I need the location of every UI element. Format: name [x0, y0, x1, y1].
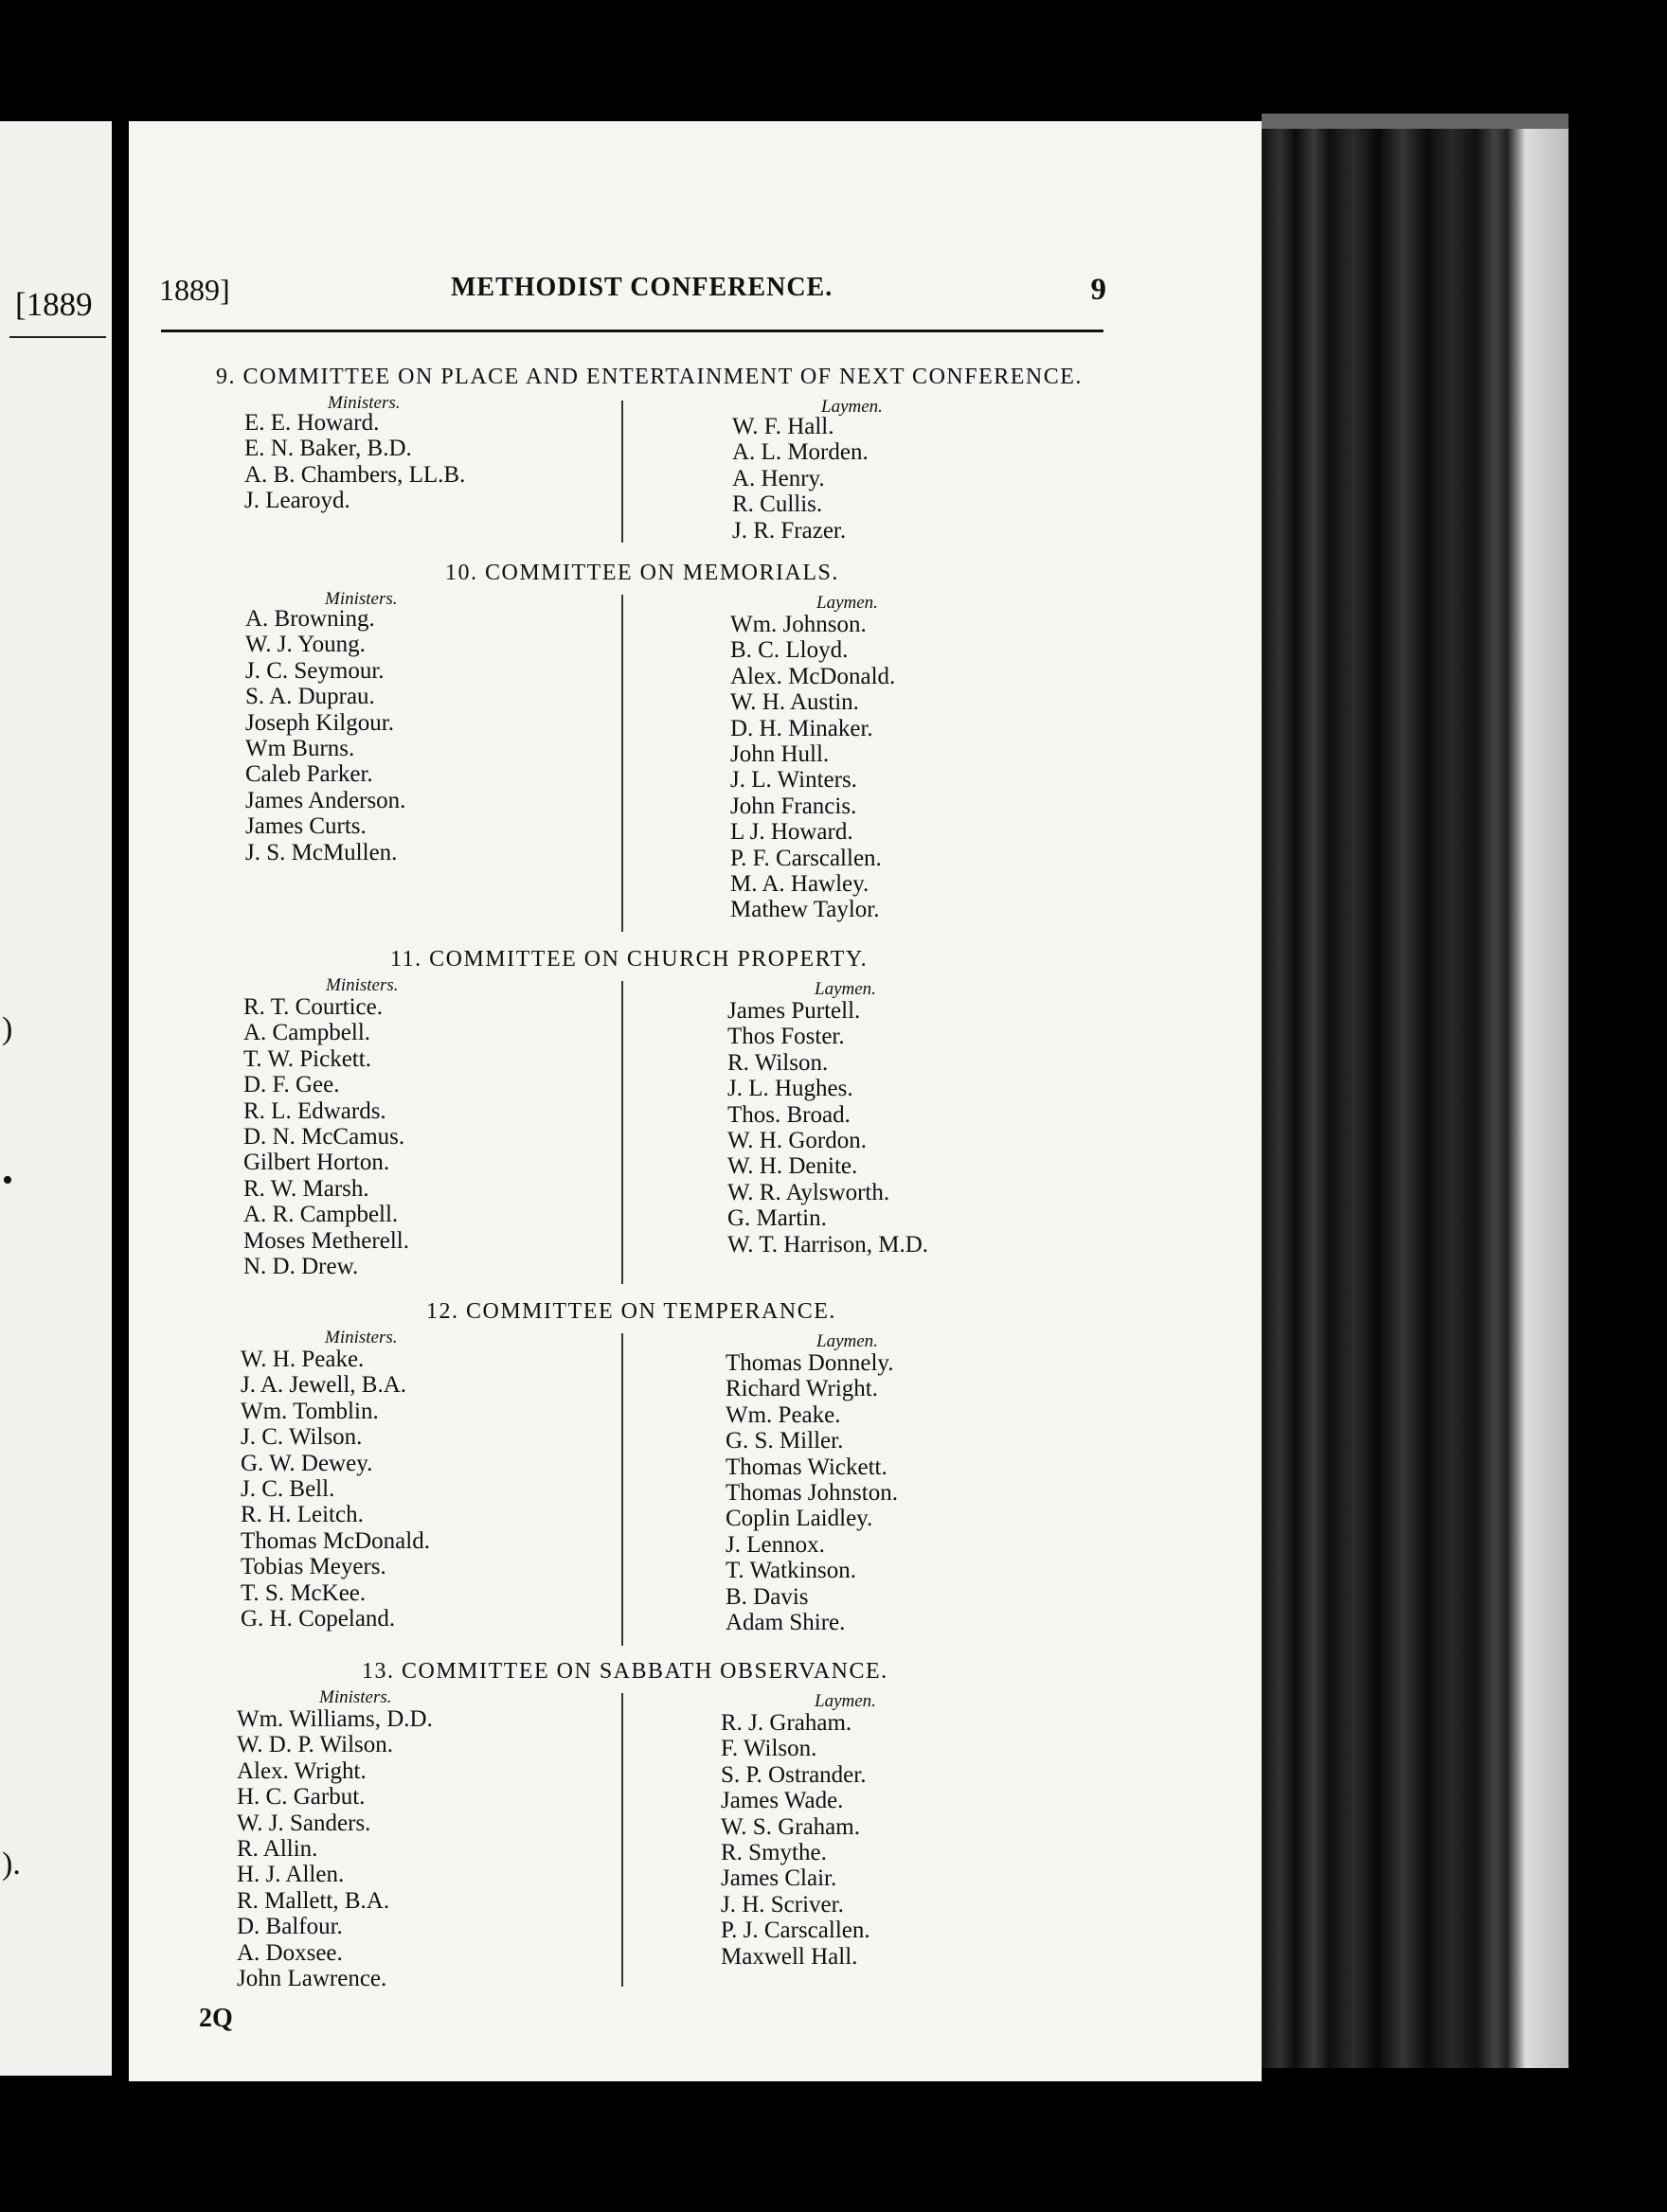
ministers-list	[244, 410, 465, 514]
minister-name: Tobias Meyers.	[241, 1554, 386, 1580]
laymen-heading: Laymen.	[821, 397, 883, 417]
running-head-title: METHODIST CONFERENCE.	[451, 273, 834, 302]
ministers-heading: Ministers.	[325, 1328, 398, 1347]
column-divider	[621, 1693, 623, 1987]
minister-name: Gilbert Horton.	[243, 1150, 390, 1176]
layman-name: W. H. Austin.	[730, 689, 859, 716]
signature-mark: 2Q	[199, 2004, 233, 2033]
ministers-list	[237, 1706, 433, 1991]
minister-name: James Anderson.	[245, 787, 406, 813]
minister-name: J. A. Jewell, B.A.	[241, 1372, 406, 1399]
layman-name: Maxwell Hall.	[721, 1943, 858, 1970]
book-page-edges	[1262, 114, 1568, 2068]
layman-name: Wm. Johnson.	[730, 612, 867, 637]
running-head-rule	[161, 330, 1103, 332]
layman-name: J. R. Frazer.	[732, 517, 847, 544]
minister-name: Moses Metherell.	[243, 1227, 409, 1254]
layman-name: J. L. Winters.	[730, 767, 857, 794]
layman-name: John Francis.	[730, 793, 857, 819]
layman-name: P. F. Carscallen.	[730, 845, 882, 871]
minister-name: E. N. Baker, B.D.	[244, 436, 412, 462]
layman-name: James Wade.	[721, 1788, 844, 1814]
layman-name: F. Wilson.	[721, 1736, 817, 1762]
layman-name: Thos. Broad.	[727, 1101, 851, 1128]
minister-name: R. H. Leitch.	[241, 1502, 364, 1528]
layman-name: Adam Shire.	[726, 1610, 846, 1636]
committee-title: 10. COMMITTEE ON MEMORIALS.	[445, 561, 839, 585]
committee-title: 13. COMMITTEE ON SABBATH OBSERVANCE.	[362, 1659, 888, 1684]
laymen-list	[732, 414, 869, 544]
ministers-heading: Ministers.	[326, 975, 399, 995]
layman-name: A. Henry.	[732, 465, 825, 491]
layman-name: W. T. Harrison, M.D.	[727, 1231, 929, 1258]
minister-name: W. D. P. Wilson.	[237, 1732, 394, 1758]
layman-name: J. Lennox.	[726, 1531, 825, 1558]
layman-name: R. Wilson.	[727, 1049, 829, 1076]
layman-name: Wm. Peake.	[726, 1401, 841, 1428]
minister-name: Caleb Parker.	[245, 761, 373, 788]
layman-name: W. H. Denite.	[727, 1153, 858, 1180]
layman-name: J. L. Hughes.	[727, 1076, 853, 1102]
minister-name: J. C. Wilson.	[241, 1424, 363, 1451]
layman-name: R. Cullis.	[732, 491, 823, 518]
layman-name: W. F. Hall.	[732, 414, 834, 439]
minister-name: A. R. Campbell.	[243, 1202, 399, 1228]
running-head-year: 1889]	[159, 273, 230, 307]
layman-name: Richard Wright.	[726, 1376, 878, 1402]
book-edge-top	[1262, 114, 1568, 129]
layman-name: Thomas Wickett.	[726, 1454, 887, 1480]
running-head	[159, 273, 1106, 322]
minister-name: J. S. McMullen.	[245, 839, 398, 865]
laymen-heading: Laymen.	[815, 979, 876, 999]
laymen-heading: Laymen.	[816, 593, 878, 613]
minister-name: Wm. Tomblin.	[241, 1398, 379, 1424]
column-divider	[621, 1333, 623, 1646]
laymen-list	[726, 1350, 898, 1635]
minister-name: W. J. Young.	[245, 632, 366, 658]
previous-page-mark: )	[2, 1011, 13, 1046]
minister-name: W. J. Sanders.	[237, 1810, 371, 1836]
layman-name: T. Watkinson.	[726, 1558, 857, 1584]
column-divider	[621, 401, 623, 543]
layman-name: R. J. Graham.	[721, 1710, 852, 1736]
layman-name: G. S. Miller.	[726, 1428, 844, 1454]
column-divider	[621, 595, 623, 932]
minister-name: A. Browning.	[245, 606, 375, 632]
minister-name: J. C. Seymour.	[245, 657, 385, 684]
ministers-list	[241, 1347, 430, 1632]
layman-name: Mathew Taylor.	[730, 897, 880, 923]
layman-name: G. Martin.	[727, 1205, 827, 1232]
minister-name: J. C. Bell.	[241, 1476, 335, 1503]
laymen-list	[727, 998, 928, 1258]
minister-name: H. C. Garbut.	[237, 1784, 366, 1811]
minister-name: R. Allin.	[237, 1836, 318, 1863]
layman-name: B. Davis	[726, 1583, 809, 1610]
committee-title: 12. COMMITTEE ON TEMPERANCE.	[426, 1299, 836, 1324]
minister-name: G. H. Copeland.	[241, 1606, 396, 1632]
laymen-list	[730, 612, 895, 923]
minister-name: W. H. Peake.	[241, 1347, 365, 1372]
laymen-heading: Laymen.	[816, 1331, 878, 1351]
layman-name: M. A. Hawley.	[730, 871, 869, 898]
minister-name: N. D. Drew.	[243, 1254, 359, 1280]
layman-name: S. P. Ostrander.	[721, 1761, 867, 1788]
minister-name: G. W. Dewey.	[241, 1450, 373, 1476]
minister-name: J. Learoyd.	[244, 488, 350, 514]
previous-page-mark: ).	[2, 1846, 21, 1882]
minister-name: Alex. Wright.	[237, 1757, 367, 1784]
layman-name: P. J. Carscallen.	[721, 1918, 870, 1944]
ministers-list	[243, 994, 409, 1279]
minister-name: E. E. Howard.	[244, 410, 380, 436]
minister-name: D. Balfour.	[237, 1914, 343, 1940]
layman-name: W. H. Gordon.	[727, 1128, 867, 1154]
layman-name: Thos Foster.	[727, 1024, 845, 1050]
layman-name: W. R. Aylsworth.	[727, 1179, 890, 1205]
laymen-list	[721, 1710, 870, 1970]
layman-name: Thomas Johnston.	[726, 1480, 898, 1507]
minister-name: R. L. Edwards.	[243, 1097, 386, 1124]
layman-name: D. H. Minaker.	[730, 715, 873, 741]
minister-name: Joseph Kilgour.	[245, 709, 394, 736]
minister-name: R. Mallett, B.A.	[237, 1887, 390, 1914]
minister-name: D. F. Gee.	[243, 1072, 340, 1098]
committee-title: 11. COMMITTEE ON CHURCH PROPERTY.	[390, 947, 869, 972]
layman-name: W. S. Graham.	[721, 1813, 860, 1840]
layman-name: James Clair.	[721, 1865, 837, 1892]
minister-name: A. Campbell.	[243, 1020, 371, 1046]
minister-name: R. W. Marsh.	[243, 1175, 369, 1202]
layman-name: R. Smythe.	[721, 1840, 827, 1866]
layman-name: J. H. Scriver.	[721, 1891, 844, 1918]
minister-name: A. Doxsee.	[237, 1939, 343, 1966]
ministers-heading: Ministers.	[325, 589, 398, 609]
minister-name: James Curts.	[245, 813, 367, 840]
minister-name: Thomas McDonald.	[241, 1527, 430, 1554]
layman-name: L J. Howard.	[730, 819, 853, 846]
previous-page-rule	[9, 336, 106, 338]
ministers-heading: Ministers.	[319, 1687, 392, 1707]
minister-name: D. N. McCamus.	[243, 1124, 405, 1151]
previous-page-edge	[0, 121, 112, 2076]
layman-name: Coplin Laidley.	[726, 1506, 873, 1532]
minister-name: Wm Burns.	[245, 736, 355, 762]
minister-name: S. A. Duprau.	[245, 684, 375, 710]
minister-name: T. W. Pickett.	[243, 1045, 371, 1072]
layman-name: A. L. Morden.	[732, 439, 869, 466]
minister-name: R. T. Courtice.	[243, 994, 383, 1020]
minister-name: H. J. Allen.	[237, 1862, 345, 1888]
previous-page-mark: •	[2, 1163, 13, 1198]
committee-title: 9. COMMITTEE ON PLACE AND ENTERTAINMENT OF NEXT CONFERENCE.	[216, 365, 1083, 389]
page-number: 9	[1090, 273, 1106, 307]
minister-name: A. B. Chambers, LL.B.	[244, 461, 466, 488]
layman-name: Thomas Donnely.	[726, 1350, 894, 1376]
column-divider	[621, 981, 623, 1284]
minister-name: Wm. Williams, D.D.	[237, 1706, 433, 1732]
layman-name: B. C. Lloyd.	[730, 637, 849, 664]
ministers-list	[245, 606, 405, 865]
minister-name: John Lawrence.	[237, 1966, 387, 1992]
layman-name: John Hull.	[730, 741, 830, 768]
laymen-heading: Laymen.	[815, 1691, 876, 1711]
layman-name: Alex. McDonald.	[730, 663, 896, 689]
previous-page-header: [1889	[15, 286, 93, 323]
layman-name: James Purtell.	[727, 998, 861, 1024]
ministers-heading: Ministers.	[328, 393, 401, 413]
minister-name: T. S. McKee.	[241, 1579, 367, 1606]
